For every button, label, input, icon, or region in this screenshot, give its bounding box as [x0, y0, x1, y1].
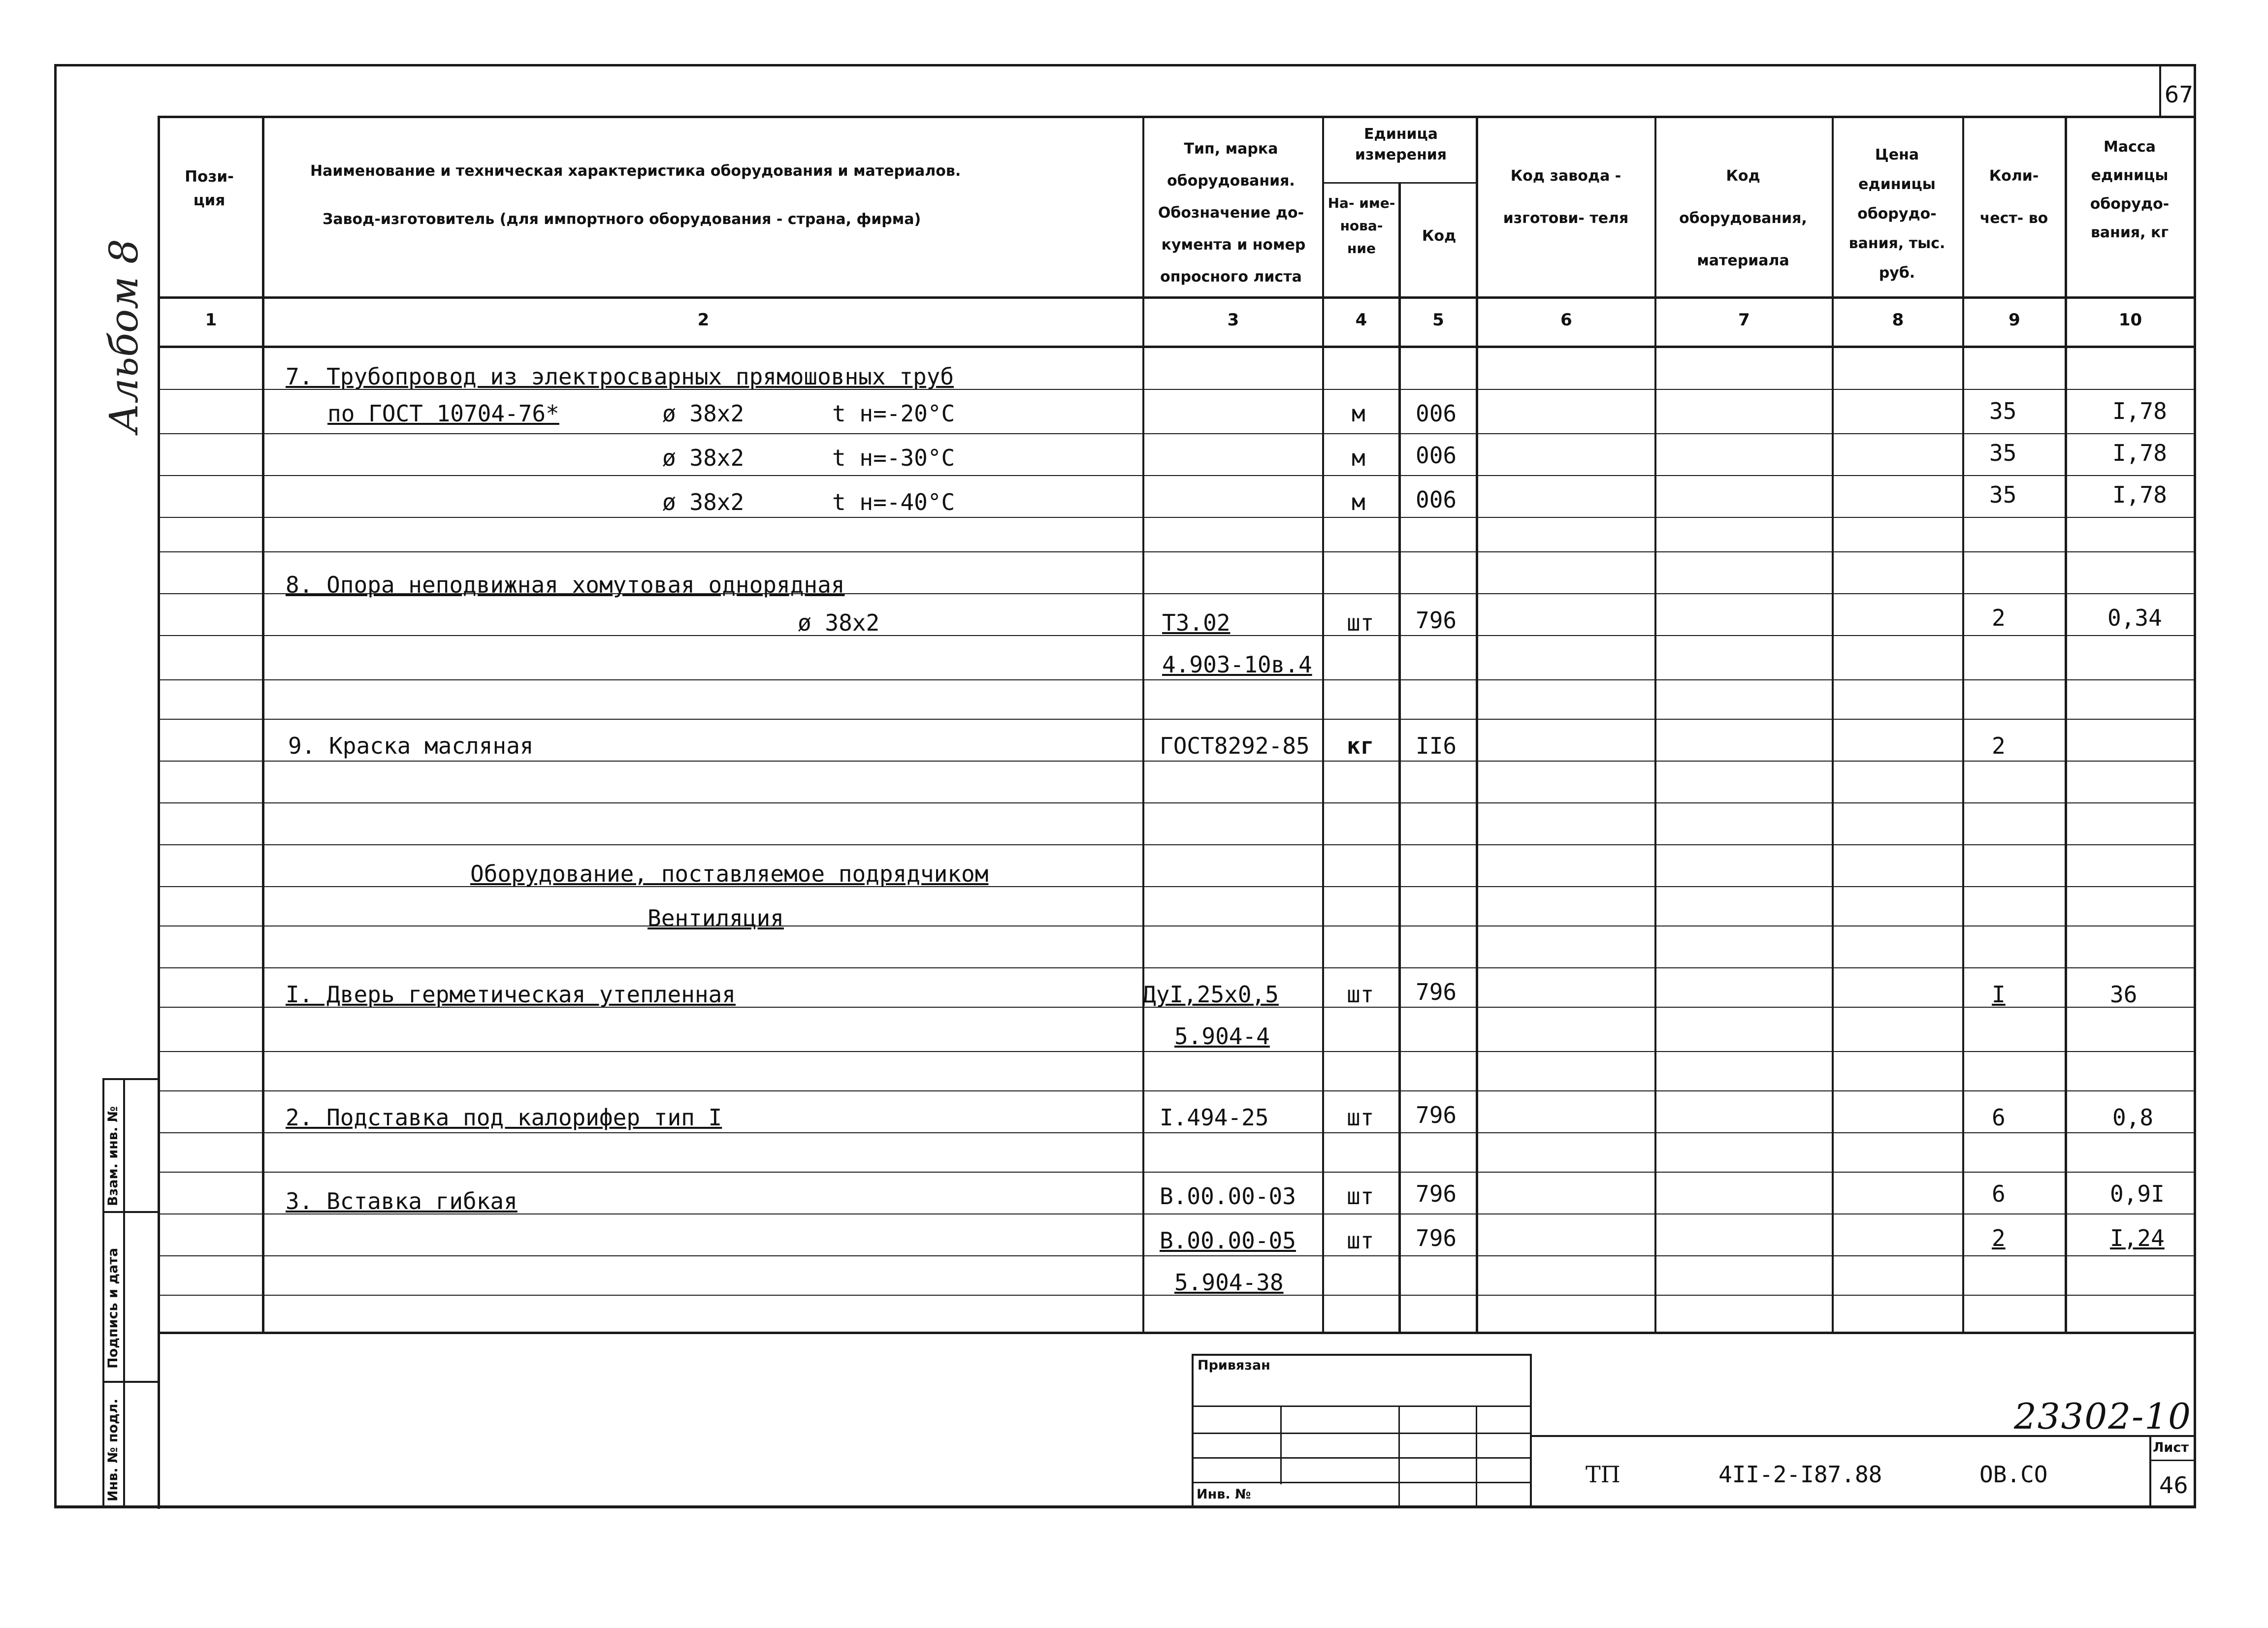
side-stamp-div2	[102, 1381, 159, 1383]
side-stamp-top	[102, 1078, 159, 1080]
row-divider	[160, 967, 2194, 968]
colnum-5: 5	[1432, 310, 1444, 330]
side-stamp-vzam-inv: Взам. инв. №	[105, 1106, 121, 1206]
row7b-unit: м	[1352, 445, 1365, 471]
row9-name: 9. Краска масляная	[288, 733, 534, 759]
vent3b-qty: 2	[1992, 1225, 2006, 1251]
header-type-l5: опросного листа	[1160, 268, 1302, 286]
row7c-mass: I,78	[2112, 481, 2167, 508]
page-number: 67	[2164, 81, 2194, 108]
section-contractor-title: Оборудование, поставляемое подрядчиком	[470, 861, 989, 887]
row-divider	[160, 844, 2194, 845]
vent1-unit: шт	[1347, 981, 1374, 1008]
colnum-2: 2	[697, 310, 710, 330]
side-stamp-inv-podl: Инв. № подл.	[105, 1399, 121, 1501]
stamp-line-a	[1192, 1405, 1531, 1407]
col-line-1	[262, 116, 264, 1334]
frame-bottom	[54, 1505, 2196, 1508]
header-type-l1: Тип, марка	[1184, 140, 1278, 158]
row7b-temp: t н=-30°С	[832, 445, 955, 471]
stamp-col-b	[1398, 1405, 1400, 1506]
row-divider	[160, 761, 2194, 762]
stamp-line-b	[1192, 1433, 1531, 1434]
row7a-temp: t н=-20°С	[832, 400, 955, 427]
vent3b-type: В.00.00-05	[1160, 1227, 1296, 1254]
header-unit-code: Код	[1422, 227, 1457, 245]
header-price: Цена единицы оборудо- вания, тыс. руб.	[1848, 146, 1945, 282]
frame-right	[2194, 64, 2196, 1506]
row9-unit: кг	[1347, 733, 1374, 759]
row7-name: 7. Трубопровод из электросварных прямошовных труб	[286, 363, 954, 390]
frame-top	[54, 64, 2196, 66]
row-divider	[160, 1051, 2194, 1052]
header-quantity: Коли- чест- во	[1979, 167, 2048, 227]
row7a-code: 006	[1416, 400, 1457, 427]
row7c-unit: м	[1352, 489, 1365, 515]
vent2-unit: шт	[1347, 1104, 1374, 1131]
row8a-code: 796	[1416, 607, 1457, 634]
stamp-privyazan-label: Привязан	[1198, 1358, 1270, 1373]
row8a-qty: 2	[1992, 605, 2006, 631]
row7b-qty: 35	[1989, 440, 2017, 466]
vent1-qty: I	[1992, 981, 2006, 1008]
row8b-type: 4.903-10в.4	[1162, 651, 1312, 678]
stamp-tp: ТП	[1586, 1461, 1620, 1488]
stamp-line-c	[1192, 1457, 1531, 1459]
vent2-type: I.494-25	[1160, 1104, 1269, 1131]
vent3-name: 3. Вставка гибкая	[286, 1188, 518, 1214]
header-type-l4: кумента и номер	[1161, 236, 1306, 254]
header-name-line1: Наименование и техническая характеристика оборудования и материалов.	[310, 162, 961, 180]
header-equipment-code: Код оборудования, материала	[1679, 167, 1807, 269]
stamp-col-a	[1280, 1405, 1282, 1484]
colnum-1: 1	[205, 310, 217, 330]
side-stamp-div1	[102, 1211, 159, 1213]
side-stamp-mid	[123, 1078, 125, 1506]
row-divider	[160, 1132, 2194, 1133]
vent2-code: 796	[1416, 1102, 1457, 1128]
col-line-9	[2065, 116, 2067, 1334]
header-type-l2: оборудования.	[1167, 172, 1295, 190]
stamp-sheet-left	[2149, 1435, 2151, 1506]
stamp-privyazan-right	[1530, 1354, 1532, 1506]
row8a-unit: шт	[1347, 609, 1374, 636]
row7a-unit: м	[1352, 400, 1365, 427]
col-line-8	[1962, 116, 1964, 1334]
row-divider	[160, 1255, 2194, 1256]
col-line-4	[1398, 182, 1401, 1334]
row-divider	[160, 802, 2194, 803]
header-unit-name: На- име- нова- ние	[1328, 195, 1395, 256]
vent2-qty: 6	[1992, 1104, 2006, 1131]
row8a-mass: 0,34	[2107, 605, 2162, 631]
row-divider	[160, 679, 2194, 680]
vent3-mass: 0,9I	[2110, 1181, 2165, 1207]
stamp-privyazan-top	[1192, 1354, 1531, 1356]
row-divider	[160, 433, 2194, 434]
row-divider	[160, 551, 2194, 552]
row9-type: ГОСТ8292-85	[1160, 733, 1310, 759]
table-top	[158, 116, 2196, 118]
stamp-sheet-number: 46	[2159, 1472, 2188, 1499]
row7a-name: по ГОСТ 10704-76*	[327, 400, 559, 427]
vent1-mass: 36	[2110, 981, 2138, 1008]
header-name-line2: Завод-изготовитель (для импортного оборудования - страна, фирма)	[323, 211, 921, 228]
header-unit-group: Единица измерения	[1355, 126, 1447, 163]
stamp-mark: ОВ.СО	[1979, 1461, 2048, 1488]
col-line-7	[1832, 116, 1834, 1334]
vent3c-type: 5.904-38	[1174, 1269, 1284, 1296]
vent1-type: ДуI,25х0,5	[1142, 981, 1279, 1008]
colnum-3: 3	[1227, 310, 1239, 330]
row7a-mass: I,78	[2112, 398, 2167, 424]
stamp-sheet-label: Лист	[2153, 1440, 2189, 1455]
row-divider	[160, 1172, 2194, 1173]
row-divider	[160, 517, 2194, 518]
table-bottom	[158, 1332, 2196, 1334]
colnum-4: 4	[1355, 310, 1367, 330]
vent3b-unit: шт	[1347, 1227, 1374, 1254]
vent1-code: 796	[1416, 979, 1457, 1005]
colnum-9: 9	[2009, 310, 2020, 330]
col-line-3	[1322, 116, 1324, 1334]
row7a-dia: ø 38х2	[662, 400, 745, 427]
side-stamp-left	[102, 1078, 104, 1506]
row7a-qty: 35	[1989, 398, 2017, 424]
row7c-temp: t н=-40°С	[832, 489, 955, 515]
row-divider	[160, 1090, 2194, 1091]
vent3b-mass: I,24	[2110, 1225, 2165, 1251]
row7c-code: 006	[1416, 486, 1457, 513]
vent2-name: 2. Подставка под калорифер тип I	[286, 1104, 722, 1131]
col-line-5	[1476, 116, 1478, 1334]
vent1b-type: 5.904-4	[1174, 1023, 1270, 1050]
vent3b-code: 796	[1416, 1225, 1457, 1251]
vent3-code: 796	[1416, 1181, 1457, 1207]
section-ventilation-title: Вентиляция	[648, 905, 784, 931]
side-stamp-signature-date: Подпись и дата	[105, 1247, 121, 1369]
stamp-handwritten-code: 23302-10	[2014, 1396, 2192, 1437]
header-mass: Масса единицы оборудо- вания, кг	[2090, 138, 2170, 241]
row9-code: II6	[1416, 733, 1457, 759]
unit-group-divider	[1322, 182, 1477, 184]
row-divider	[160, 886, 2194, 887]
colnum-10: 10	[2118, 310, 2142, 330]
vent3-unit: шт	[1347, 1183, 1374, 1210]
colnum-7: 7	[1738, 310, 1750, 330]
header-type-l3: Обозначение до-	[1158, 204, 1304, 222]
row8a-type: Т3.02	[1162, 609, 1231, 636]
row8-name: 8. Опора неподвижная хомутовая однорядная	[286, 572, 845, 598]
col-line-6	[1654, 116, 1656, 1334]
row7c-qty: 35	[1989, 481, 2017, 508]
stamp-sheet-div	[2149, 1460, 2195, 1461]
row8a-dia: ø 38х2	[798, 609, 880, 636]
row7c-dia: ø 38х2	[662, 489, 745, 515]
vent3-type: В.00.00-03	[1160, 1183, 1296, 1210]
row7b-mass: I,78	[2112, 440, 2167, 466]
vent1-name: I. Дверь герметическая утепленная	[286, 981, 736, 1008]
vent3-qty: 6	[1992, 1181, 2006, 1207]
stamp-privyazan-left	[1192, 1354, 1194, 1506]
row-divider	[160, 475, 2194, 476]
page-number-box-left	[2159, 64, 2161, 118]
row7b-dia: ø 38х2	[662, 445, 745, 471]
stamp-inv-label: Инв. №	[1197, 1487, 1251, 1502]
row9-qty: 2	[1992, 733, 2006, 759]
row-divider	[160, 719, 2194, 720]
header-factory-code: Код завода - изготови- теля	[1503, 167, 1629, 227]
stamp-project: 4II-2-I87.88	[1718, 1461, 1882, 1488]
stamp-col-c	[1476, 1405, 1477, 1506]
stamp-line-d	[1192, 1482, 1531, 1483]
row7b-code: 006	[1416, 442, 1457, 469]
album-label: Альбом 8	[101, 239, 147, 433]
colnum-8: 8	[1892, 310, 1904, 330]
colnum-6: 6	[1560, 310, 1572, 330]
header-bottom	[158, 296, 2196, 299]
vent2-mass: 0,8	[2112, 1104, 2154, 1131]
header-position: Пози- ция	[185, 168, 234, 209]
colnum-bottom	[158, 346, 2196, 348]
col-line-2	[1142, 116, 1144, 1334]
frame-left	[54, 64, 57, 1506]
